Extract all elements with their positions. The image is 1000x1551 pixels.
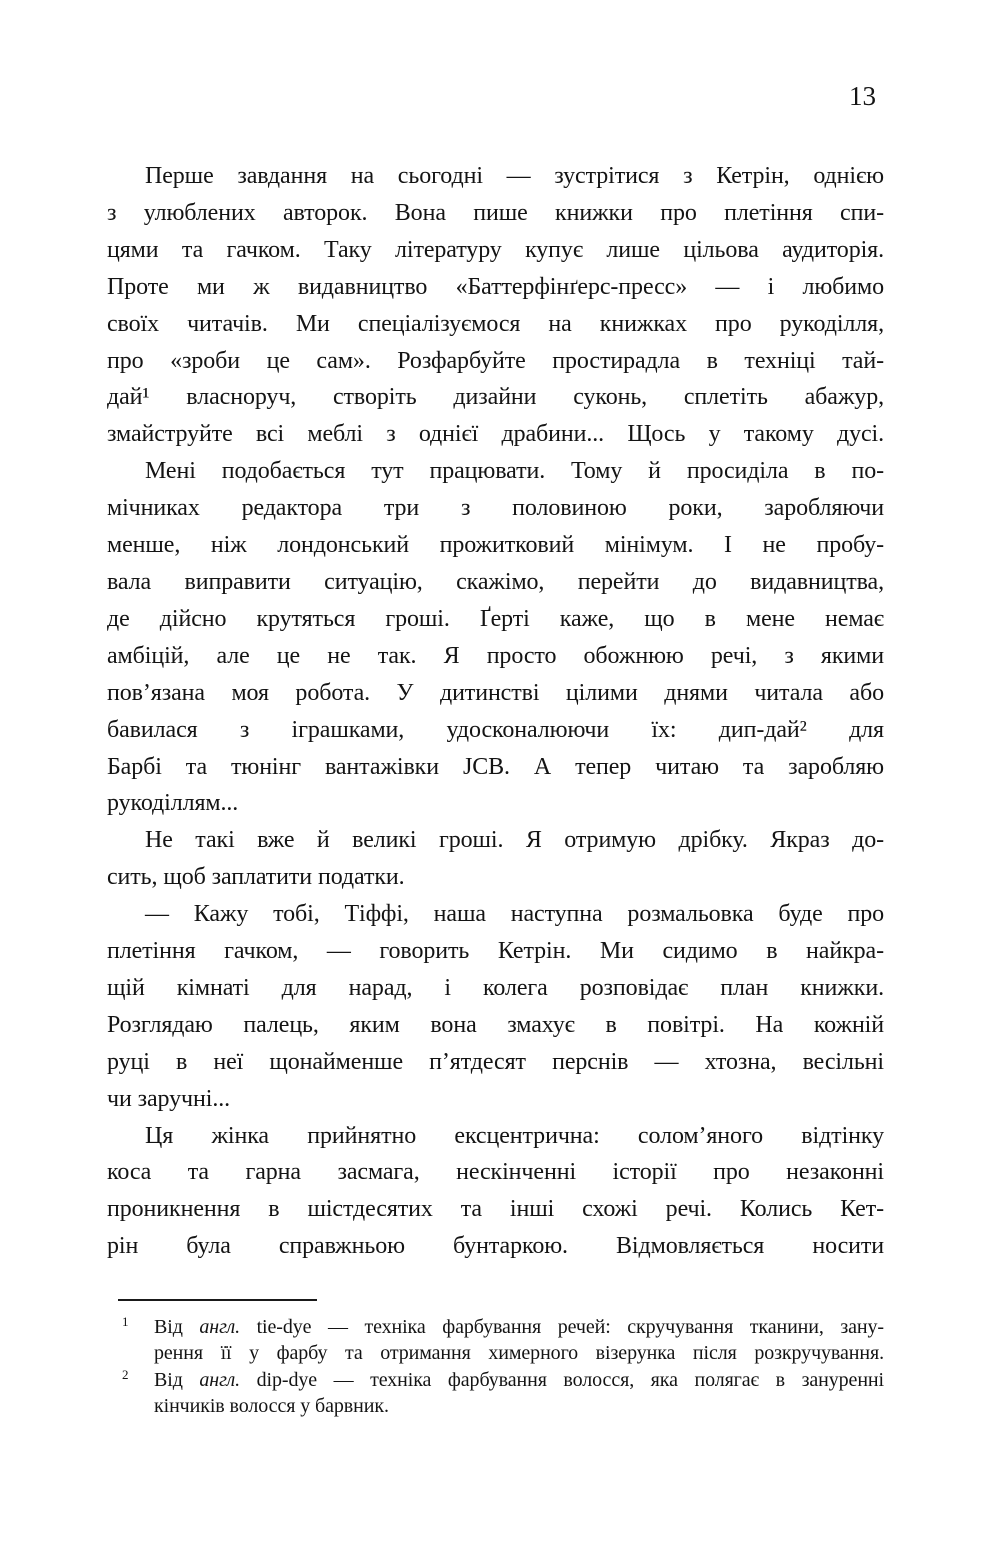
footnote-separator (118, 1299, 317, 1301)
text-line: Ця жінка прийнятно ексцентрична: солом’яного відтінку (145, 1122, 884, 1149)
paragraph (107, 158, 884, 453)
text-line: де дійсно крутяться гроші. Ґерті каже, що в мене немає (107, 605, 884, 632)
text-line: мічниках редактора три з половиною роки, заробляючи (107, 495, 884, 522)
text-line: змайструйте всі меблі з однієї драбини... Щось у такому дусі. (107, 421, 884, 448)
text-line: Не такі вже й великі гроші. Я отримую дрібку. Якраз до- (145, 827, 884, 854)
footnote-text: кінчиків волосся у барвник. (154, 1394, 389, 1417)
text-line: своїх читачів. Ми спеціалізуємося на книжках про рукоділля, (107, 310, 884, 337)
paragraph (107, 822, 884, 896)
text-line: Перше завдання на сьогодні — зустрітися з Кетрін, однією (145, 163, 884, 189)
footnote-text: dip-dye — техніка фарбування волосся, яка полягає в зануренні (240, 1368, 884, 1391)
text-line: — Кажу тобі, Тіффі, наша наступна розмальовка буде про (145, 901, 884, 928)
text-line: пов’язана моя робота. У дитинстві цілими днями читала або (107, 679, 884, 706)
text-line: щій кімнаті для нарад, і колега розповідає план книжки. (107, 974, 884, 1001)
text-line: рін була справжньою бунтаркою. Відмовляється носити (107, 1233, 884, 1260)
paragraph (107, 453, 884, 822)
footnote-lang-label: англ. (199, 1368, 241, 1391)
footnote-text: Від (154, 1368, 200, 1391)
text-line: коса та гарна засмага, нескінченні історії про незаконні (107, 1159, 884, 1186)
footnote-line (154, 1314, 884, 1340)
text-line: сить, щоб заплатити податки. (107, 864, 405, 891)
footnote (107, 1314, 884, 1367)
text-line: менше, ніж лондонський прожитковий мінімум. І не пробу- (107, 532, 884, 559)
text-line: дай¹ власноруч, створіть дизайни суконь, сплетіть абажур, (107, 384, 884, 411)
text-line: чи заручні... (107, 1085, 231, 1112)
paragraph (107, 896, 884, 1117)
footnote-marker: 2 (122, 1366, 129, 1382)
body-text (107, 158, 884, 1265)
text-line: плетіння гачком, — говорить Кетрін. Ми сидимо в найкра- (107, 938, 884, 965)
text-line: Проте ми ж видавництво «Баттерфінґерс-пресс» — і любимо (107, 273, 884, 300)
footnote-lang-label: англ. (199, 1316, 241, 1338)
footnote-text: рення її у фарбу та отримання химерного візерунка після розкручування. (154, 1342, 884, 1365)
text-line: Барбі та тюнінг вантажівки JCB. А тепер читаю та заробляю (107, 753, 884, 780)
footnote (107, 1367, 884, 1420)
text-line: про «зроби це сам». Розфарбуйте простирадла в техніці тай- (107, 347, 884, 374)
footnote-line (154, 1367, 884, 1393)
text-line: Мені подобається тут працювати. Тому й просиділа в по- (145, 458, 884, 485)
text-line: амбіцій, але це не так. Я просто обожнюю речі, з якими (107, 642, 884, 669)
text-line: проникнення в шістдесятих та інші схожі речі. Колись Кет- (107, 1196, 884, 1223)
footnote-marker: 1 (122, 1314, 129, 1329)
footnotes (107, 1314, 884, 1419)
page-number: 13 (849, 81, 876, 111)
footnote-text: tie-dye — техніка фарбування речей: скручування тканини, зану- (240, 1316, 884, 1338)
text-line: руці в неї щонайменше п’ятдесят перснів — хтозна, весільні (107, 1048, 884, 1075)
text-line: з улюблених авторок. Вона пише книжки про плетіння спи- (107, 199, 884, 226)
text-line: бавилася з іграшками, удосконалюючи їх: дип-дай² для (107, 716, 884, 743)
footnote-line (154, 1393, 884, 1419)
footnote-line (154, 1340, 884, 1366)
footnote-text: Від (154, 1316, 200, 1338)
text-line: рукоділлям... (107, 790, 239, 817)
text-line: цями та гачком. Таку літературу купує лише цільова аудиторія. (107, 236, 884, 263)
text-line: вала виправити ситуацію, скажімо, перейти до видавництва, (107, 568, 884, 595)
paragraph (107, 1118, 884, 1266)
text-line: Розглядаю палець, яким вона змахує в повітрі. На кожній (107, 1011, 884, 1038)
